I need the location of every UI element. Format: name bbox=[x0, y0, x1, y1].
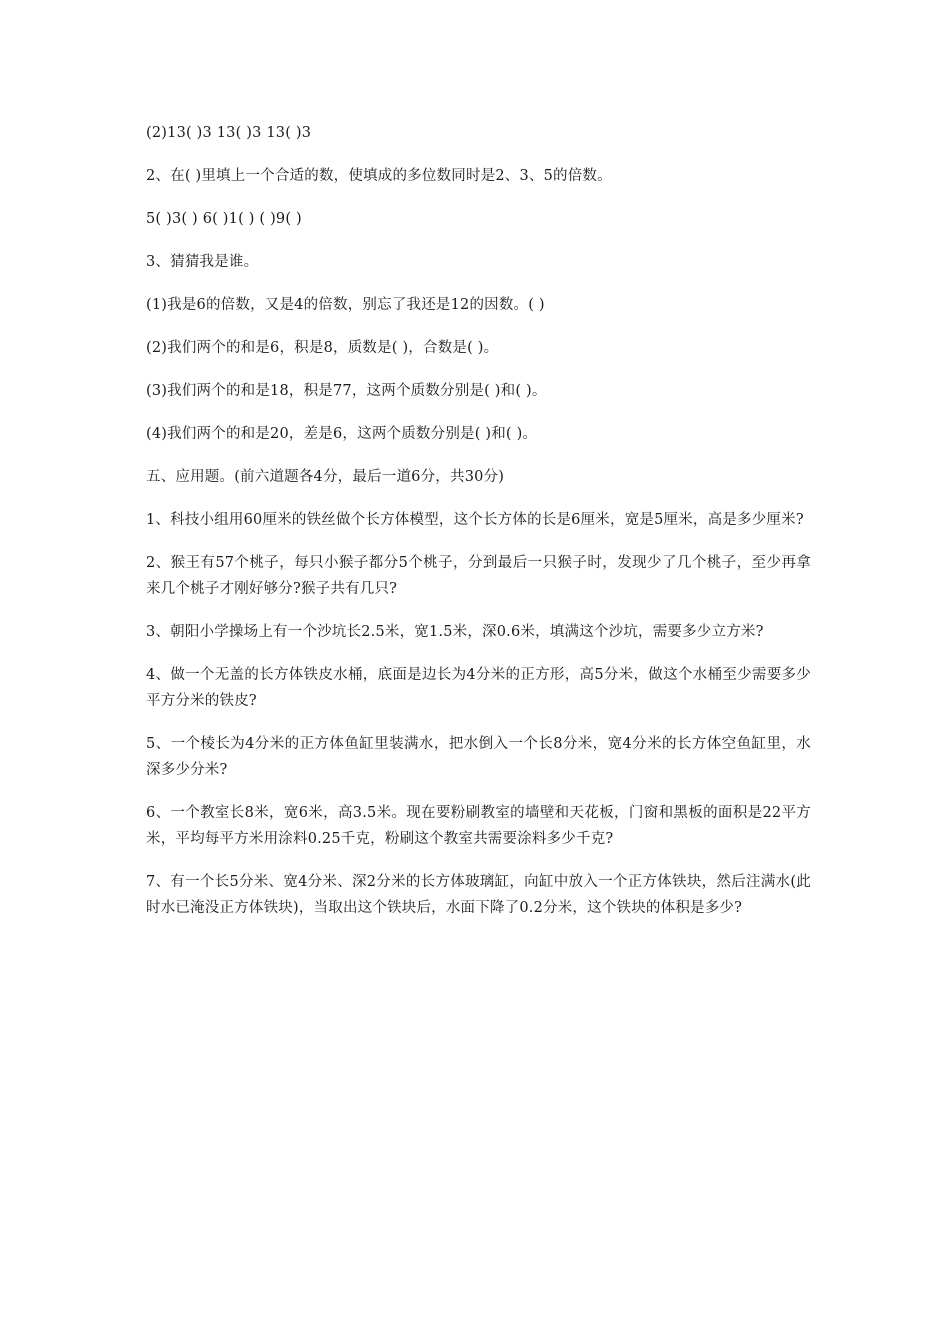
word-problem-1: 1、科技小组用60厘米的铁丝做个长方体模型，这个长方体的长是6厘米，宽是5厘米，高是多少厘米? bbox=[146, 512, 804, 528]
section-5-heading: 五、应用题。(前六道题各4分，最后一道6分，共30分) bbox=[146, 469, 505, 485]
word-problem-4: 4、做一个无盖的长方体铁皮水桶，底面是边长为4分米的正方形，高5分米，做这个水桶至少需要多少平方分米的铁皮? bbox=[146, 667, 811, 709]
riddle-4: (4)我们两个的和是20，差是6，这两个质数分别是( )和( )。 bbox=[146, 426, 538, 442]
question-2-instruction: 2、在( )里填上一个合适的数，使填成的多位数同时是2、3、5的倍数。 bbox=[146, 168, 612, 184]
riddle-2: (2)我们两个的和是6，积是8，质数是( )，合数是( )。 bbox=[146, 340, 499, 356]
question-2-blanks: 5( )3( ) 6( )1( ) ( )9( ) bbox=[146, 211, 302, 227]
word-problem-6: 6、一个教室长8米，宽6米，高3.5米。现在要粉刷教室的墙壁和天花板，门窗和黑板的面积是22平方米，平均每平方米用涂料0.25千克，粉刷这个教室共需要涂料多少千克? bbox=[146, 805, 811, 847]
document-page bbox=[146, 120, 811, 938]
fill-blank-item-2: (2)13( )3 13( )3 13( )3 bbox=[146, 125, 312, 141]
word-problem-7: 7、有一个长5分米、宽4分米、深2分米的长方体玻璃缸，向缸中放入一个正方体铁块，然后注满水(此时水已淹没正方体铁块)，当取出这个铁块后，水面下降了0.2分米，这个铁块的体积是多少? bbox=[146, 874, 811, 916]
word-problem-5: 5、一个棱长为4分米的正方体鱼缸里装满水，把水倒入一个长8分米，宽4分米的长方体空鱼缸里，水深多少分米? bbox=[146, 736, 811, 778]
word-problem-2: 2、猴王有57个桃子，每只小猴子都分5个桃子，分到最后一只猴子时，发现少了几个桃子，至少再拿来几个桃子才刚好够分?猴子共有几只? bbox=[146, 555, 811, 597]
riddle-3: (3)我们两个的和是18，积是77，这两个质数分别是( )和( )。 bbox=[146, 383, 547, 399]
word-problem-3: 3、朝阳小学操场上有一个沙坑长2.5米，宽1.5米，深0.6米，填满这个沙坑，需要多少立方米? bbox=[146, 624, 764, 640]
question-3-heading: 3、猜猜我是谁。 bbox=[146, 254, 259, 270]
riddle-1: (1)我是6的倍数，又是4的倍数，别忘了我还是12的因数。( ) bbox=[146, 297, 545, 313]
